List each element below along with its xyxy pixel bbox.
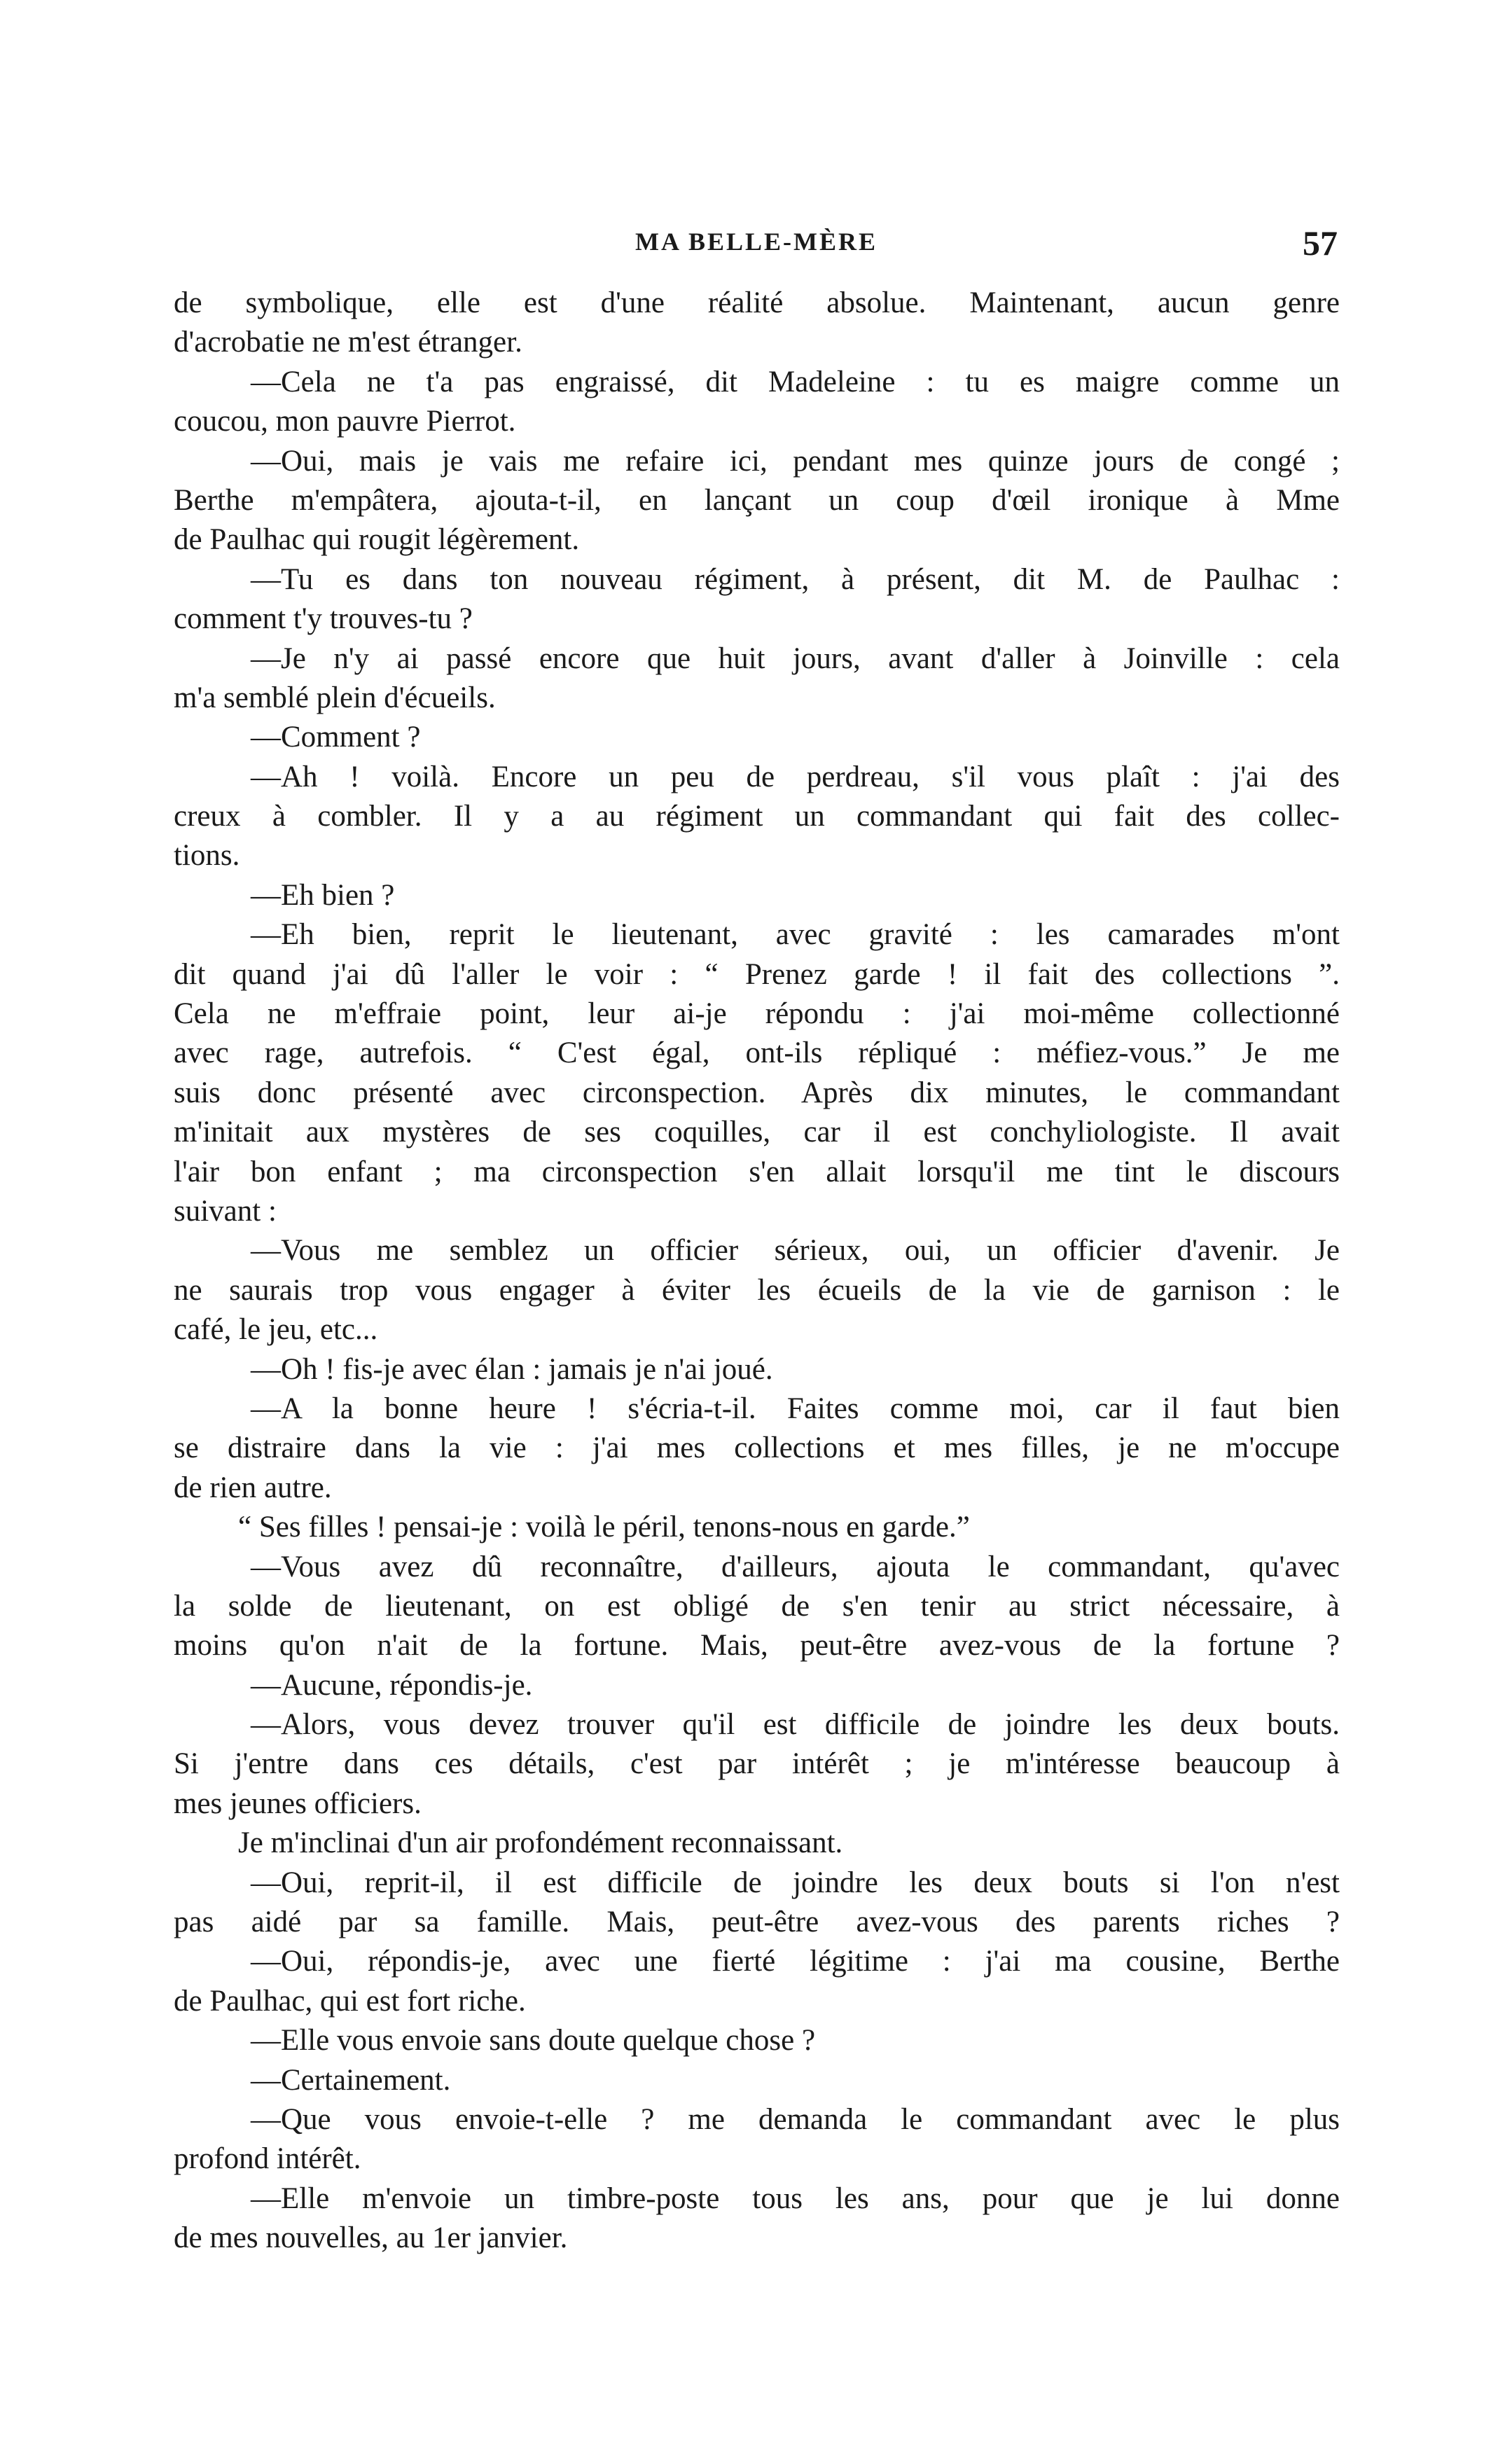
text-line: café, le jeu, etc... — [174, 1313, 378, 1347]
text-line: dit quand j'ai dû l'aller le voir : “ Prenez garde ! il fait des collections ”. — [174, 957, 1340, 991]
body-text — [174, 284, 1340, 2259]
text-line: —Ah ! voilà. Encore un peu de perdreau, s'il vous plaît : j'ai des — [251, 760, 1340, 793]
text-line: l'air bon enfant ; ma circonspection s'en allait lorsqu'il me tint le discours — [174, 1155, 1340, 1188]
text-line: —Certainement. — [251, 2063, 451, 2097]
page-number: 57 — [1303, 223, 1338, 263]
text-line: —Elle m'envoie un timbre-poste tous les ans, pour que je lui donne — [251, 2181, 1340, 2215]
text-line: m'a semblé plein d'écueils. — [174, 681, 496, 714]
text-line: —Alors, vous devez trouver qu'il est difficile de joindre les deux bouts. — [251, 1708, 1340, 1742]
text-line: de mes nouvelles, au 1er janvier. — [174, 2221, 568, 2255]
text-line: Berthe m'empâtera, ajouta-t-il, en lançant un coup d'œil ironique à Mme — [174, 483, 1340, 517]
text-line: —Cela ne t'a pas engraissé, dit Madeleine : tu es maigre comme un — [251, 365, 1340, 398]
text-line: profond intérêt. — [174, 2142, 361, 2176]
text-line: —Vous me semblez un officier sérieux, oui, un officier d'avenir. Je — [251, 1234, 1340, 1268]
text-line: mes jeunes officiers. — [174, 1787, 422, 1820]
text-line: suivant : — [174, 1194, 277, 1228]
text-line: ne saurais trop vous engager à éviter les écueils de la vie de garnison : le — [174, 1273, 1340, 1307]
text-line: Je m'inclinai d'un air profondément reconnaissant. — [238, 1826, 843, 1860]
text-line: —Comment ? — [251, 721, 421, 754]
text-line: avec rage, autrefois. “ C'est égal, ont-ils répliqué : méfiez-vous.” Je me — [174, 1036, 1340, 1070]
text-line: m'initait aux mystères de ses coquilles, car il est conchyliologiste. Il avait — [174, 1116, 1340, 1149]
text-line: d'acrobatie ne m'est étranger. — [174, 326, 522, 359]
text-line: coucou, mon pauvre Pierrot. — [174, 405, 516, 438]
text-line: —Oui, répondis-je, avec une fierté légitime : j'ai ma cousine, Berthe — [251, 1945, 1340, 1978]
text-line: se distraire dans la vie : j'ai mes collections et mes filles, je ne m'occupe — [174, 1431, 1340, 1465]
text-line: Si j'entre dans ces détails, c'est par intérêt ; je m'intéresse beaucoup à — [174, 1747, 1340, 1781]
text-line: de rien autre. — [174, 1471, 332, 1504]
text-line: —Aucune, répondis-je. — [251, 1668, 533, 1702]
text-line: de symbolique, elle est d'une réalité absolue. Maintenant, aucun genre — [174, 286, 1340, 319]
text-line: —Oui, reprit-il, il est difficile de joindre les deux bouts si l'on n'est — [251, 1866, 1340, 1899]
running-title: MA BELLE-MÈRE — [634, 228, 878, 256]
text-line: —Vous avez dû reconnaître, d'ailleurs, ajouta le commandant, qu'avec — [251, 1550, 1340, 1583]
text-line: moins qu'on n'ait de la fortune. Mais, peut-être avez-vous de la fortune ? — [174, 1629, 1340, 1663]
text-line: —Eh bien ? — [251, 878, 395, 912]
text-line: “ Ses filles ! pensai-je : voilà le péril, tenons-nous en garde.” — [238, 1511, 970, 1544]
running-head — [175, 223, 1338, 265]
text-line: —Oh ! fis-je avec élan : jamais je n'ai joué. — [251, 1352, 773, 1386]
text-line: Cela ne m'effraie point, leur ai-je répondu : j'ai moi-même collectionné — [174, 997, 1340, 1031]
text-line: tions. — [174, 839, 240, 873]
text-line: comment t'y trouves-tu ? — [174, 602, 473, 636]
text-line: de Paulhac, qui est fort riche. — [174, 1984, 526, 2018]
text-line: —Que vous envoie-t-elle ? me demanda le commandant avec le plus — [251, 2102, 1340, 2136]
text-line: —Tu es dans ton nouveau régiment, à présent, dit M. de Paulhac : — [251, 562, 1340, 596]
text-line: pas aidé par sa famille. Mais, peut-être avez-vous des parents riches ? — [174, 1906, 1340, 1939]
text-line: suis donc présenté avec circonspection. Après dix minutes, le commandant — [174, 1076, 1340, 1109]
text-line: —A la bonne heure ! s'écria-t-il. Faites comme moi, car il faut bien — [251, 1392, 1340, 1425]
text-line: —Eh bien, reprit le lieutenant, avec gravité : les camarades m'ont — [251, 918, 1340, 952]
text-line: —Oui, mais je vais me refaire ici, pendant mes quinze jours de congé ; — [251, 444, 1340, 478]
text-line: de Paulhac qui rougit légèrement. — [174, 523, 580, 557]
text-line: la solde de lieutenant, on est obligé de s'en tenir au strict nécessaire, à — [174, 1589, 1340, 1623]
text-line: —Elle vous envoie sans doute quelque chose ? — [251, 2024, 816, 2058]
text-line: creux à combler. Il y a au régiment un commandant qui fait des collec- — [174, 800, 1340, 833]
text-line: —Je n'y ai passé encore que huit jours, avant d'aller à Joinville : cela — [251, 641, 1340, 675]
